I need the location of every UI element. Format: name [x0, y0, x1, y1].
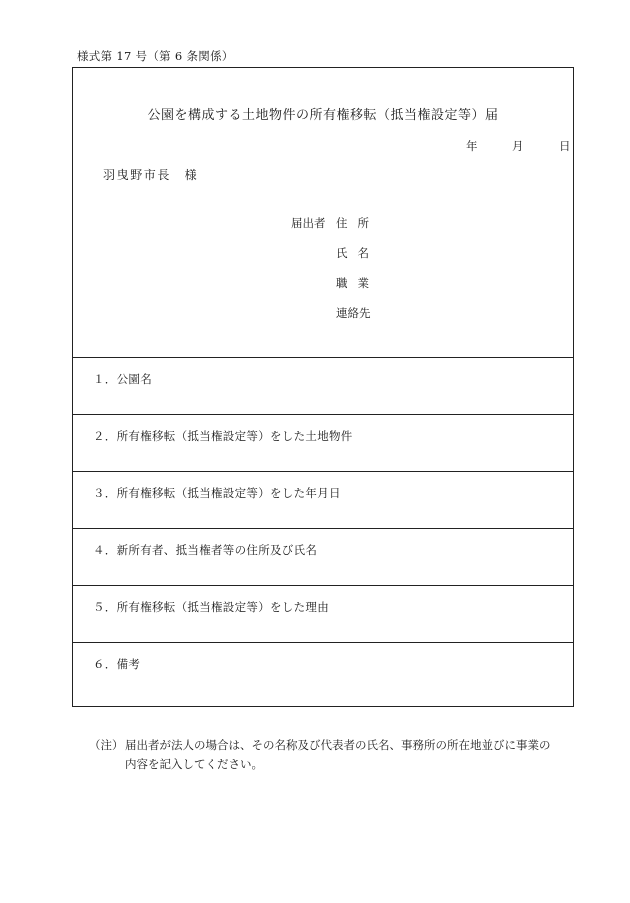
section-label: ６．備考 [93, 657, 141, 671]
form-title: 公園を構成する土地物件の所有権移転（抵当権設定等）届 [147, 108, 499, 123]
name-label: 氏名 [336, 246, 379, 260]
note-mark: （注） [89, 738, 124, 752]
occupation-label: 職業 [336, 276, 379, 290]
date-month-label: 月 [512, 139, 524, 153]
header-block [73, 68, 573, 358]
form-number: 様式第 17 号（第 6 条関係） [77, 49, 234, 63]
section-park-name [73, 358, 573, 415]
addressee: 羽曳野市長 様 [103, 168, 199, 182]
section-reason [73, 586, 573, 643]
section-land-property [73, 415, 573, 472]
note-line-2: 内容を記入してください。 [125, 757, 263, 771]
notifier-label: 届出者 [291, 216, 326, 230]
date-day-label: 日 [559, 139, 571, 153]
section-transfer-date [73, 472, 573, 529]
section-label: ２．所有権移転（抵当権設定等）をした土地物件 [93, 429, 353, 443]
section-label: ４．新所有者、抵当権者等の住所及び氏名 [93, 543, 318, 557]
section-label: ３．所有権移転（抵当権設定等）をした年月日 [93, 486, 341, 500]
form-frame [72, 67, 574, 707]
section-label: ５．所有権移転（抵当権設定等）をした理由 [93, 600, 329, 614]
section-label: １．公園名 [93, 372, 152, 386]
note-text [125, 736, 565, 774]
address-label: 住所 [336, 216, 379, 230]
note-line-1: 届出者が法人の場合は、その名称及び代表者の氏名、事務所の所在地並びに事業の [125, 738, 551, 752]
section-new-owner [73, 529, 573, 586]
date-year-label: 年 [466, 139, 478, 153]
contact-label: 連絡先 [336, 306, 371, 320]
section-remarks [73, 643, 573, 700]
